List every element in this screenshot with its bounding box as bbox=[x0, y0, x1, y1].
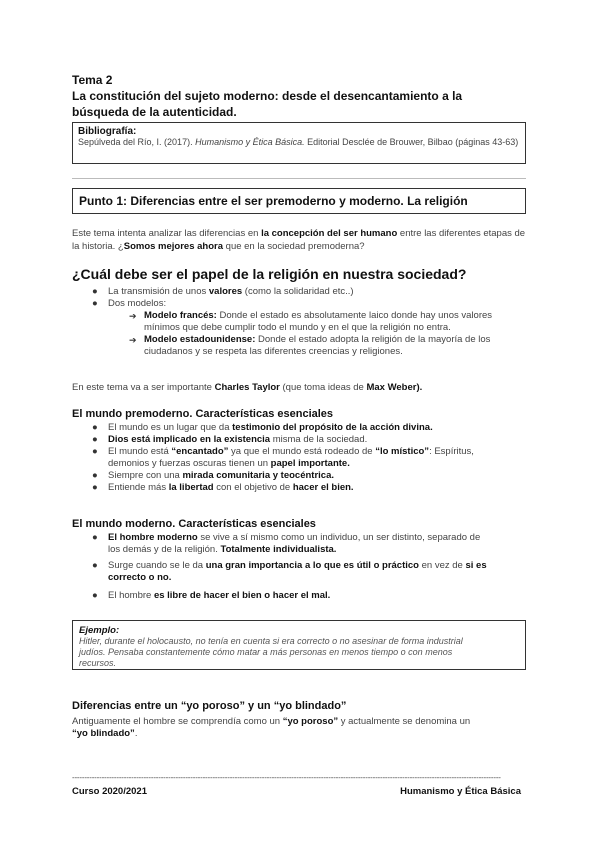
bullet-icon: ● bbox=[92, 286, 98, 297]
item-bold: testimonio del propósito de la acción divina. bbox=[232, 422, 433, 433]
bibliography-text bbox=[78, 137, 520, 148]
footer-subject: Humanismo y Ética Básica bbox=[400, 786, 521, 797]
item-text: misma de la sociedad. bbox=[270, 434, 368, 445]
list-item bbox=[92, 482, 528, 494]
footer-course: Curso 2020/2021 bbox=[72, 786, 147, 797]
bullet-icon: ● bbox=[92, 470, 98, 481]
title-line-1: La constitución del sujeto moderno: desde el desencantamiento a la bbox=[72, 89, 463, 103]
item-text: con el objetivo de bbox=[213, 482, 293, 493]
list-item bbox=[92, 532, 528, 544]
intro-t2: entre las diferentes etapas de la historia. ¿ bbox=[72, 228, 526, 252]
item-bold: El hombre moderno bbox=[108, 532, 198, 543]
item-bold: valores bbox=[208, 286, 243, 297]
item-text: demonios y fuerzas oscuras tienen un bbox=[108, 458, 271, 469]
item-bold: si es bbox=[465, 560, 487, 571]
item-text: (como la solidaridad etc..) bbox=[242, 286, 354, 297]
list-item-continuation bbox=[144, 322, 528, 334]
moderno-heading: El mundo moderno. Características esenciales bbox=[72, 518, 316, 530]
bullet-icon: ● bbox=[92, 590, 98, 601]
intro-b2: Somos mejores ahora bbox=[123, 240, 224, 252]
item-bold: es libre de hacer el bien o hacer el mal. bbox=[153, 590, 331, 601]
bullet-icon: ● bbox=[92, 422, 98, 433]
document-header bbox=[72, 72, 462, 120]
item-bold: Modelo francés: bbox=[144, 310, 217, 321]
list-item bbox=[92, 560, 528, 572]
bullet-icon: ● bbox=[92, 446, 98, 457]
taylor-t2: (que toma ideas de bbox=[279, 382, 367, 393]
item-text: La transmisión de unos bbox=[108, 286, 209, 297]
ejemplo-line-1: Hitler, durante el holocausto, no tenía en cuenta si era correcto o no asesinar de forma industrial bbox=[79, 636, 463, 646]
ejemplo-label: Ejemplo: bbox=[79, 625, 120, 636]
item-text: Donde el estado adopta la religión de la mayoría de los bbox=[255, 334, 491, 345]
list-item bbox=[92, 434, 528, 446]
item-bold: Modelo estadounidense: bbox=[144, 334, 256, 345]
religion-list bbox=[92, 286, 528, 310]
taylor-b1: Charles Taylor bbox=[214, 382, 280, 393]
bullet-icon: ● bbox=[92, 532, 98, 543]
item-text: Surge cuando se le da bbox=[108, 560, 206, 571]
list-item bbox=[92, 590, 528, 602]
intro-b1: la concepción del ser humano bbox=[261, 228, 398, 239]
item-text: Siempre con una bbox=[108, 470, 183, 481]
list-item bbox=[92, 286, 528, 298]
item-bold: Dios está implicado en la existencia bbox=[108, 434, 271, 445]
item-text: Entiende más bbox=[108, 482, 169, 493]
item-text: ya que el mundo está rodeado de bbox=[228, 446, 376, 457]
list-item-continuation bbox=[144, 346, 528, 358]
item-bold: una gran importancia a lo que es útil o práctico bbox=[205, 560, 419, 571]
item-text: ciudadanos y se respeta las diferentes creencias y religiones. bbox=[144, 346, 403, 357]
intro-t1: Este tema intenta analizar las diferencias en bbox=[72, 228, 262, 239]
item-text: El mundo está bbox=[108, 446, 172, 457]
list-item bbox=[92, 446, 528, 458]
item-text: mínimos que debe cumplir todo el mundo y en el que la religión no entra. bbox=[144, 322, 451, 333]
bib-author: Sepúlveda del Río, I. (2017). bbox=[78, 137, 196, 147]
item-bold: papel importante. bbox=[270, 458, 350, 469]
item-text: en vez de bbox=[418, 560, 466, 571]
premoderno-list bbox=[92, 422, 528, 494]
premoderno-heading: El mundo premoderno. Características esenciales bbox=[72, 408, 334, 420]
list-item-continuation bbox=[108, 458, 528, 470]
poroso-t3: . bbox=[134, 728, 138, 739]
poroso-t2: y actualmente se denomina un bbox=[338, 716, 471, 727]
item-bold: mirada comunitaria y teocéntrica. bbox=[182, 470, 334, 481]
list-item-continuation bbox=[108, 572, 528, 584]
ejemplo-line-2: judíos. Pensaba constantemente cómo matar a más personas en menos tiempo o con menos bbox=[79, 647, 453, 657]
item-text: : Espíritus, bbox=[429, 446, 474, 457]
item-text: Donde el estado es absolutamente laico donde hay unos valores bbox=[216, 310, 493, 321]
bib-book: Humanismo y Ética Básica. bbox=[195, 137, 305, 147]
item-bold: la libertad bbox=[168, 482, 214, 493]
poroso-b2: “yo blindado” bbox=[72, 728, 135, 739]
bullet-icon: ● bbox=[92, 298, 98, 309]
poroso-b1: “yo poroso” bbox=[282, 716, 339, 727]
item-bold: Totalmente individualista. bbox=[220, 544, 337, 555]
bibliography-box bbox=[72, 122, 526, 164]
arrow-icon: ➔ bbox=[129, 335, 137, 345]
item-text: Dos modelos: bbox=[108, 298, 167, 309]
item-text: se vive a sí mismo como un individuo, un ser distinto, separado de bbox=[197, 532, 481, 543]
bullet-icon: ● bbox=[92, 482, 98, 493]
taylor-t1: En este tema va a ser importante bbox=[72, 382, 215, 393]
punto-title-box bbox=[72, 188, 526, 214]
item-bold: hacer el bien. bbox=[292, 482, 354, 493]
ejemplo-box bbox=[72, 620, 526, 670]
bullet-icon: ● bbox=[92, 434, 98, 445]
tema-label: Tema 2 bbox=[72, 73, 113, 87]
separator-line bbox=[72, 178, 526, 179]
intro-t3: que en la sociedad premoderna? bbox=[223, 240, 365, 252]
poroso-paragraph bbox=[72, 716, 527, 740]
list-item-continuation bbox=[108, 544, 528, 556]
intro-paragraph bbox=[72, 228, 526, 253]
item-bold: correcto o no. bbox=[108, 572, 172, 583]
bib-rest: Editorial Desclée de Brouwer, Bilbao (páginas 43-63) bbox=[304, 137, 519, 147]
item-text: El hombre bbox=[108, 590, 154, 601]
bullet-icon: ● bbox=[92, 560, 98, 571]
list-item bbox=[129, 334, 528, 346]
footer-dashes: ------------------------------------------------------------------------------------------------------------------------------------------------------------------------------ bbox=[72, 773, 501, 782]
item-text: los demás y de la religión. bbox=[108, 544, 221, 555]
poroso-heading: Diferencias entre un “yo poroso” y un “yo blindado” bbox=[72, 700, 347, 712]
item-bold: “lo místico” bbox=[375, 446, 430, 457]
list-item bbox=[92, 422, 528, 434]
taylor-b2: Max Weber). bbox=[366, 382, 423, 393]
modelos-list bbox=[129, 310, 528, 358]
item-text: El mundo es un lugar que da bbox=[108, 422, 233, 433]
ejemplo-line-3: recursos. bbox=[79, 658, 117, 668]
list-item bbox=[92, 470, 528, 482]
bibliography-label: Bibliografía: bbox=[78, 126, 137, 137]
title-line-2: búsqueda de la autenticidad. bbox=[72, 105, 237, 119]
punto-title: Punto 1: Diferencias entre el ser premoderno y moderno. La religión bbox=[79, 194, 468, 208]
list-item bbox=[129, 310, 528, 322]
list-item bbox=[92, 298, 528, 310]
arrow-icon: ➔ bbox=[129, 311, 137, 321]
moderno-list bbox=[92, 532, 528, 602]
taylor-paragraph bbox=[72, 382, 422, 394]
item-bold: “encantado” bbox=[171, 446, 229, 457]
religion-heading: ¿Cuál debe ser el papel de la religión en nuestra sociedad? bbox=[72, 266, 467, 282]
poroso-t1: Antiguamente el hombre se comprendía como un bbox=[72, 716, 283, 727]
